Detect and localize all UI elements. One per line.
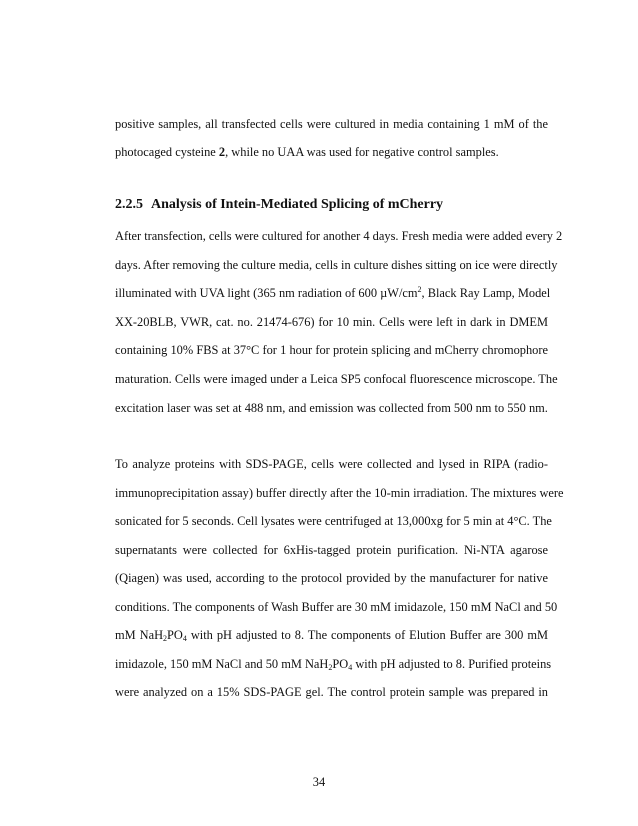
text-line: sonicated for 5 seconds. Cell lysates were centrifuged at 13,000xg for 5 min at 4°C. The	[115, 514, 552, 528]
text-span: with pH adjusted to 8. Purified proteins	[352, 657, 552, 671]
text-span: illuminated with UVA light (365 nm radiation of 600 µW/cm	[115, 286, 418, 300]
text-span: photocaged cysteine	[115, 145, 219, 159]
section-number: 2.2.5	[115, 197, 143, 212]
text-line: maturation. Cells were imaged under a Leica SP5 confocal fluorescence microscope. The	[115, 372, 558, 386]
text-line: positive samples, all transfected cells were cultured in media containing 1 mM of the	[115, 117, 548, 131]
superscript: 2	[417, 285, 422, 294]
compound-number: 2	[218, 145, 226, 159]
text-line	[115, 144, 548, 160]
text-span: with pH adjusted to 8. The components of Elution Buffer are 300 mM	[186, 628, 548, 642]
text-span: , while no UAA was used for negative control samples.	[225, 145, 499, 159]
subscript: 2	[328, 663, 333, 672]
text-span: PO	[332, 657, 349, 671]
text-line	[115, 627, 548, 643]
text-line: containing 10% FBS at 37°C for 1 hour for protein splicing and mCherry chromophore	[115, 343, 548, 357]
subscript: 4	[182, 634, 187, 643]
text-line: After transfection, cells were cultured for another 4 days. Fresh media were added every 2	[115, 229, 563, 243]
text-line	[115, 656, 552, 672]
text-span: mM NaH	[115, 628, 164, 642]
text-line: excitation laser was set at 488 nm, and emission was collected from 500 nm to 550 nm.	[115, 401, 548, 415]
text-line: were analyzed on a 15% SDS-PAGE gel. The control protein sample was prepared in	[115, 685, 548, 699]
text-line: supernatants were collected for 6xHis-tagged protein purification. Ni-NTA agarose	[115, 543, 548, 557]
text-line	[115, 285, 551, 301]
text-line: immunoprecipitation assay) buffer directly after the 10-min irradiation. The mixtures were	[115, 486, 564, 500]
text-line: (Qiagen) was used, according to the protocol provided by the manufacturer for native	[115, 571, 548, 585]
text-line: days. After removing the culture media, cells in culture dishes sitting on ice were directly	[115, 258, 558, 272]
text-span: , Black Ray Lamp, Model	[421, 286, 551, 300]
text-span: imidazole, 150 mM NaCl and 50 mM NaH	[115, 657, 329, 671]
text-line: XX-20BLB, VWR, cat. no. 21474-676) for 10 min. Cells were left in dark in DMEM	[115, 315, 548, 329]
text-line: conditions. The components of Wash Buffer are 30 mM imidazole, 150 mM NaCl and 50	[115, 600, 558, 614]
subscript: 2	[163, 634, 168, 643]
page-number: 34	[312, 775, 326, 789]
text-line: To analyze proteins with SDS-PAGE, cells were collected and lysed in RIPA (radio-	[115, 457, 548, 471]
section-title: Analysis of Intein-Mediated Splicing of mCherry	[151, 197, 444, 212]
text-span: PO	[167, 628, 183, 642]
section-heading	[115, 196, 443, 214]
subscript: 4	[348, 663, 353, 672]
